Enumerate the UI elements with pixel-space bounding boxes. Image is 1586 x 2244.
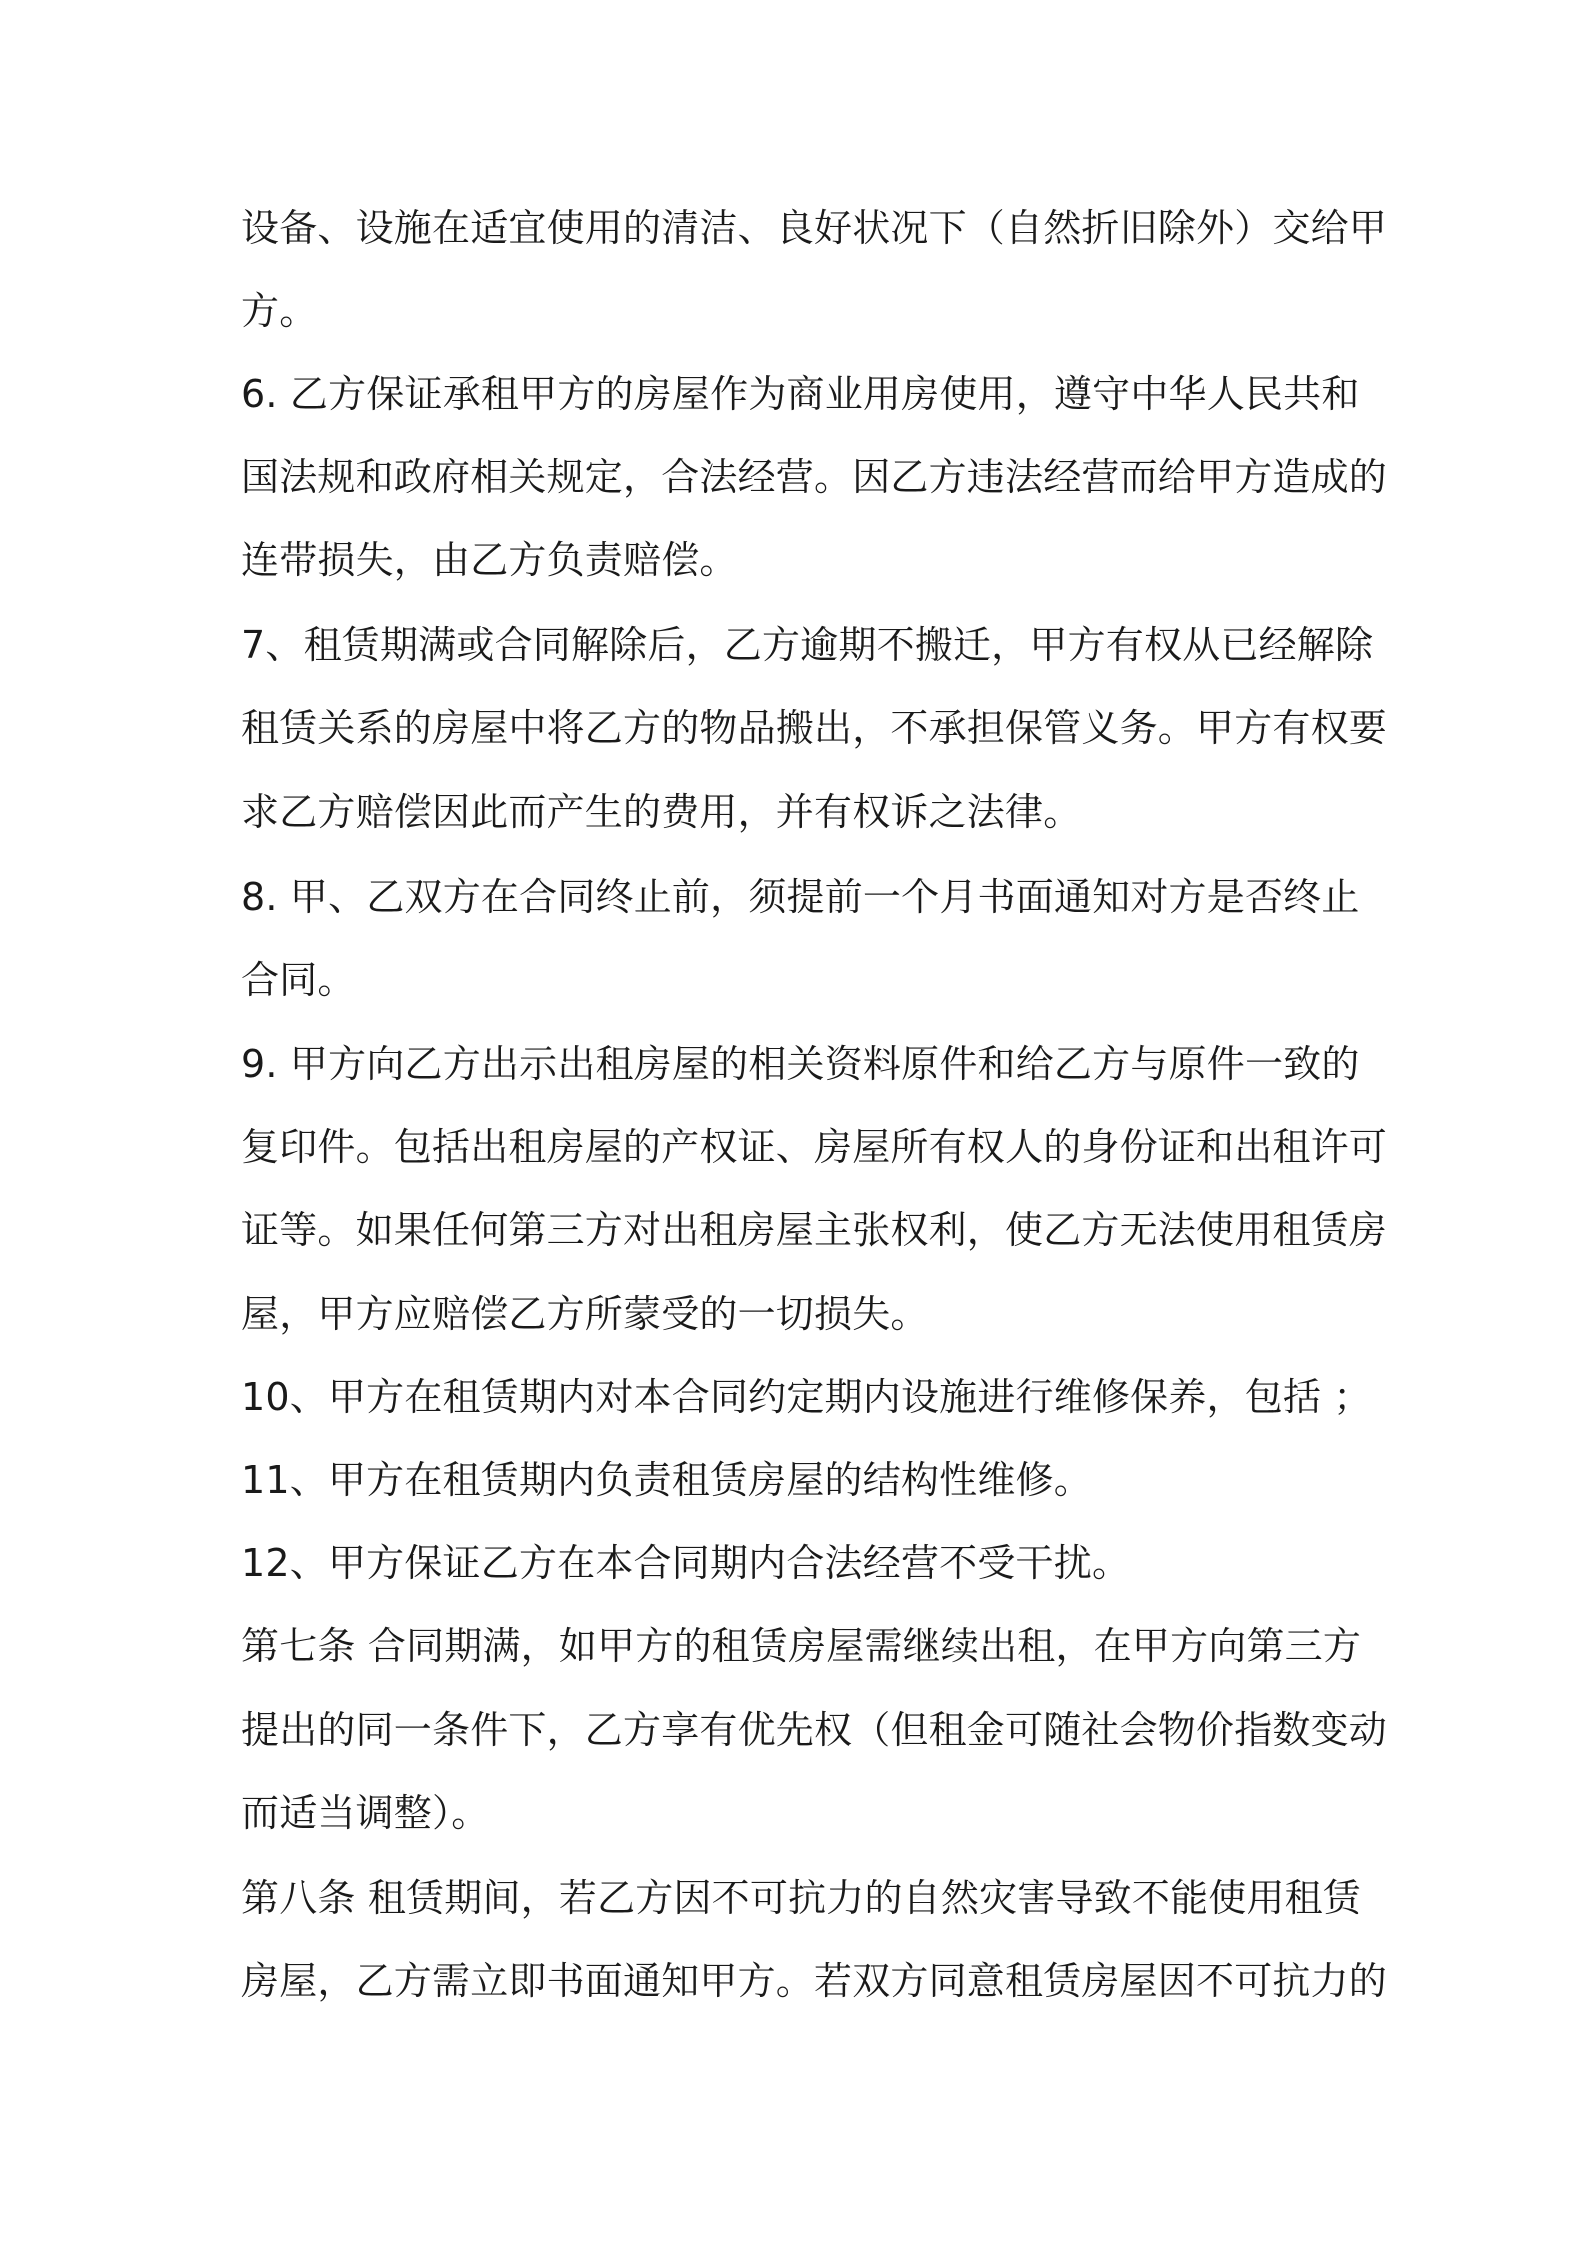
text-line: 国法规和政府相关规定，合法经营。因乙方违法经营而给甲方造成的	[241, 455, 1388, 499]
text-line: 合同。	[241, 958, 356, 1002]
text-line: 第八条 租赁期间，若乙方因不可抗力的自然灾害导致不能使用租赁	[241, 1876, 1362, 1920]
text-line: 9. 甲方向乙方出示出租房屋的相关资料原件和给乙方与原件一致的	[241, 1042, 1360, 1086]
text-line: 复印件。包括出租房屋的产权证、房屋所有权人的身份证和出租许可	[241, 1125, 1388, 1169]
text-line: 租赁关系的房屋中将乙方的物品搬出，不承担保管义务。甲方有权要	[241, 706, 1388, 750]
text-line: 方。	[241, 289, 318, 333]
text-line: 11、甲方在租赁期内负责租赁房屋的结构性维修。	[241, 1458, 1092, 1502]
text-line: 7、租赁期满或合同解除后，乙方逾期不搬迁，甲方有权从已经解除	[241, 623, 1374, 667]
text-line: 房屋，乙方需立即书面通知甲方。若双方同意租赁房屋因不可抗力的	[241, 1959, 1388, 2003]
text-line: 求乙方赔偿因此而产生的费用，并有权诉之法律。	[241, 790, 1082, 834]
text-line: 第七条 合同期满，如甲方的租赁房屋需继续出租，在甲方向第三方	[241, 1624, 1362, 1668]
text-line: 而适当调整）。	[241, 1791, 490, 1835]
text-line: 8. 甲、乙双方在合同终止前，须提前一个月书面通知对方是否终止	[241, 875, 1360, 919]
text-line: 6. 乙方保证承租甲方的房屋作为商业用房使用，遵守中华人民共和	[241, 372, 1360, 416]
text-line: 连带损失，由乙方负责赔偿。	[241, 538, 738, 582]
text-line: 提出的同一条件下，乙方享有优先权（但租金可随社会物价指数变动	[241, 1708, 1388, 1752]
text-line: 证等。如果任何第三方对出租房屋主张权利，使乙方无法使用租赁房	[241, 1208, 1388, 1252]
text-line: 屋，甲方应赔偿乙方所蒙受的一切损失。	[241, 1292, 929, 1336]
text-line: 设备、设施在适宜使用的清洁、良好状况下（自然折旧除外）交给甲	[241, 206, 1388, 250]
text-line: 12、甲方保证乙方在本合同期内合法经营不受干扰。	[241, 1541, 1131, 1585]
text-line: 10、甲方在租赁期内对本合同约定期内设施进行维修保养，包括 ；	[241, 1375, 1372, 1419]
